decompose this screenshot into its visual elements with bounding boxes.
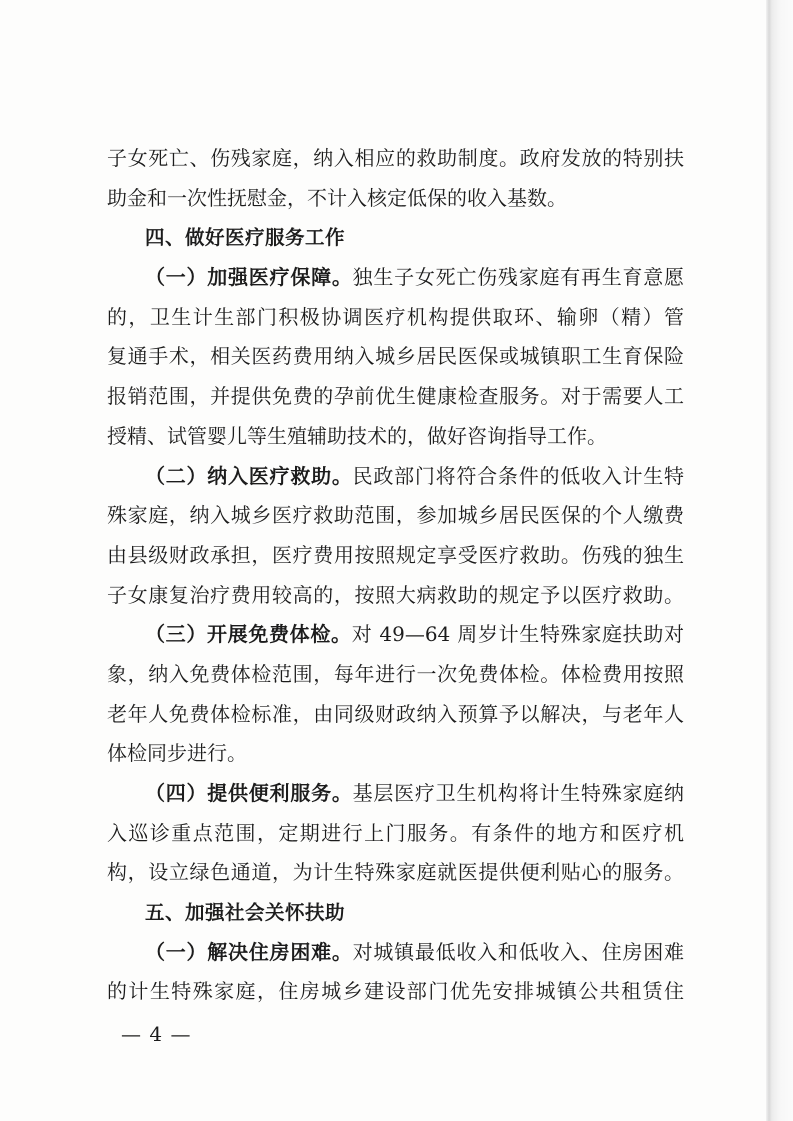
scan-edge-shadow xyxy=(766,0,793,1121)
paragraph-first-line xyxy=(107,933,684,973)
paragraph-line: 象，纳入免费体检范围，每年进行一次免费体检。体检费用按照 xyxy=(107,661,684,686)
paragraph-line: 构，设立绿色通道，为计生特殊家庭就医提供便利贴心的服务。 xyxy=(107,860,684,885)
paragraph-text: 对 49—64 周岁计生特殊家庭扶助对 xyxy=(351,622,684,647)
paragraph-first-line xyxy=(107,615,684,655)
paragraph-line: 殊家庭，纳入城乡医疗救助范围，参加城乡居民医保的个人缴费 xyxy=(107,503,684,528)
paragraph-lead: （一）解决住房困难。 xyxy=(145,939,353,964)
paragraph-line: 的，卫生计生部门积极协调医疗机构提供取环、输卵（精）管 xyxy=(107,304,684,329)
paragraph-first-line xyxy=(107,774,684,814)
paragraph-line: 授精、试管婴儿等生殖辅助技术的，做好咨询指导工作。 xyxy=(107,423,607,448)
paragraph-text: 民政部门将符合条件的低收入计生特 xyxy=(352,463,684,488)
paragraph-text: 基层医疗卫生机构将计生特殊家庭纳 xyxy=(352,781,684,805)
paragraph-text: 对城镇最低收入和低收入、住房困难 xyxy=(352,939,684,964)
paragraph-first-line xyxy=(107,258,684,298)
page-number: — 4 — xyxy=(121,1022,192,1046)
paragraph-text: 独生子女死亡伤残家庭有再生育意愿 xyxy=(352,265,684,290)
paragraph-line: 的计生特殊家庭，住房城乡建设部门优先安排城镇公共租赁住 xyxy=(107,979,684,1004)
paragraph-line: 复通手术，相关医药费用纳入城乡居民医保或城镇职工生育保险 xyxy=(107,344,684,369)
paragraph-line: 子女康复治疗费用较高的，按照大病救助的规定予以医疗救助。 xyxy=(107,582,684,607)
paragraph-line: 老年人免费体检标准，由同级财政纳入预算予以解决，与老年人 xyxy=(107,701,684,726)
paragraph-lead: （二）纳入医疗救助。 xyxy=(145,463,353,488)
paragraph-line: 由县级财政承担，医疗费用按照规定享受医疗救助。伤残的独生 xyxy=(107,542,684,567)
paragraph-first-line xyxy=(107,457,684,497)
section-heading: 五、加强社会关怀扶助 xyxy=(145,901,346,925)
paragraph-line: 子女死亡、伤残家庭，纳入相应的救助制度。政府发放的特别扶 xyxy=(107,146,684,170)
paragraph-line: 体检同步进行。 xyxy=(107,741,247,766)
paragraph-lead: （四）提供便利服务。 xyxy=(145,781,353,805)
paragraph-line: 入巡诊重点范围，定期进行上门服务。有条件的地方和医疗机 xyxy=(107,820,684,845)
paragraph-lead: （一）加强医疗保障。 xyxy=(145,265,353,290)
paragraph-line: 报销范围，并提供免费的孕前优生健康检查服务。对于需要人工 xyxy=(107,384,684,409)
section-heading: 四、做好医疗服务工作 xyxy=(145,226,346,250)
paragraph-lead: （三）开展免费体检。 xyxy=(145,622,352,647)
paragraph-line: 助金和一次性抚慰金，不计入核定低保的收入基数。 xyxy=(107,185,567,210)
body-text xyxy=(107,139,684,1012)
